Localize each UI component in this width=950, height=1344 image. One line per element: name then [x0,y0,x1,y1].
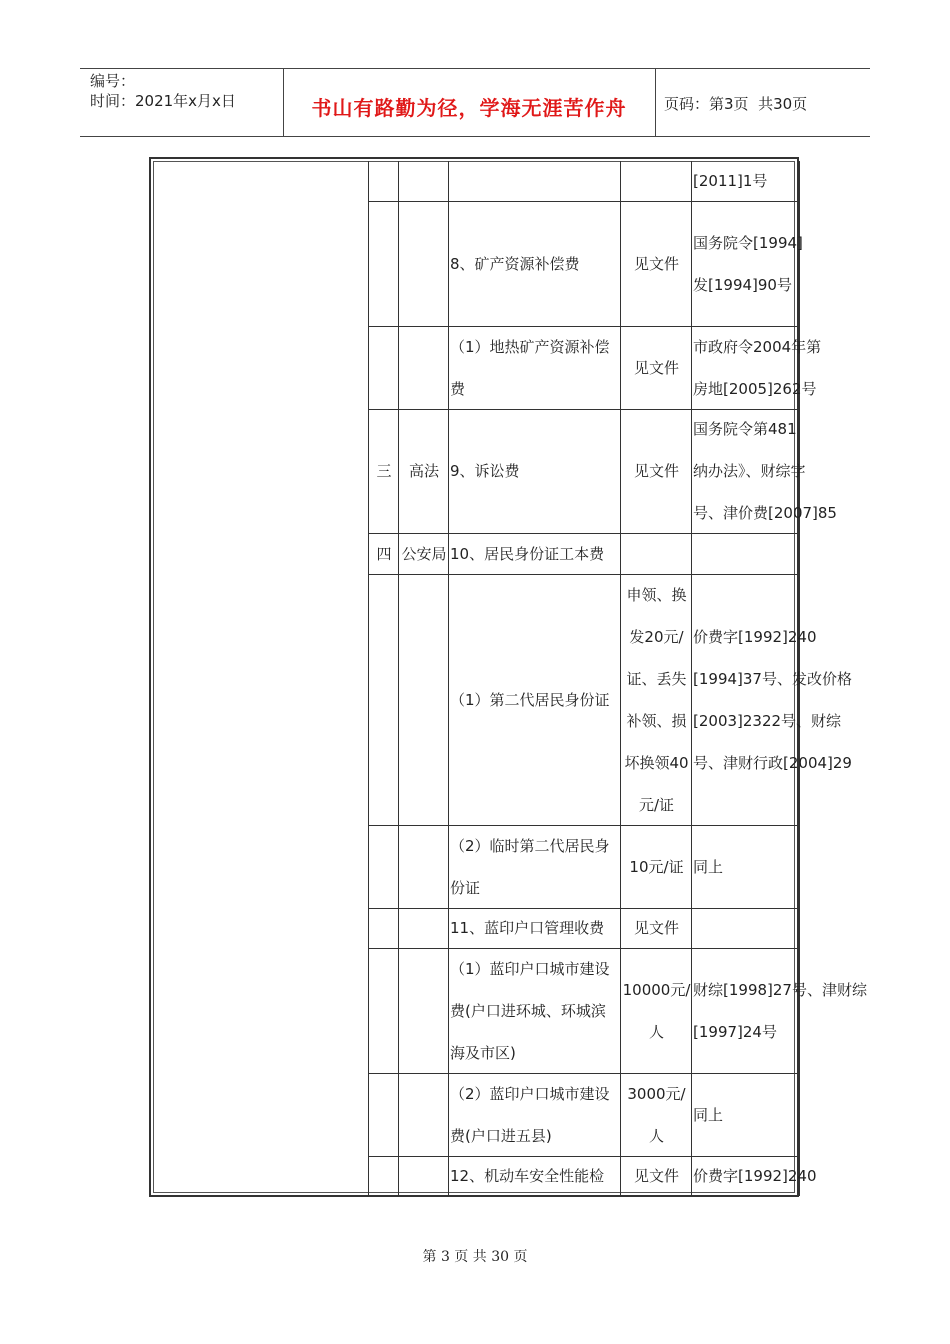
table-cell-seq [370,450,398,492]
table-cell-standard-line: 发20元/ [629,628,684,646]
table-cell-standard-line: 人 [648,1023,664,1041]
page-footer: 第 3 页 共 30 页 [422,1249,528,1265]
table-cell-standard [622,907,691,949]
table-cell-item-line: 费 [450,380,466,398]
table-cell-basis-line: 房地[2005]262号 [693,380,817,398]
table-cell-seq-line: 四 [376,545,392,563]
table-cell-basis [693,616,852,784]
table-cell-basis-line: 价费字[1992]240 [693,628,817,646]
header-bottom-border [80,136,870,137]
table-cell-basis-line: 发[1994]90号 [693,276,792,294]
table-cell-item-line: 10、居民身份证工本费 [450,545,605,563]
table-cell-standard-line: 证、丢失 [626,670,687,688]
table-cell-item-line: 8、矿产资源补偿费 [450,255,580,273]
table-cell-basis-line: 同上 [693,858,724,876]
table-cell-standard [622,1155,691,1197]
table-cell-basis-line: [2011]1号 [693,172,768,190]
table-cell-standard-line: 见文件 [633,255,679,273]
table-cell-standard-line: 3000元/ [627,1085,686,1103]
table-cell-basis [693,969,867,1053]
table-cell-standard [622,1073,691,1157]
table-cell-basis [693,160,767,202]
table-cell-item [450,907,620,949]
table-cell-item [450,533,620,575]
table-cell-item-line: 11、蓝印户口管理收费 [450,919,605,937]
table-cell-standard [622,969,691,1053]
table-cell-standard-line: 见文件 [633,919,679,937]
table-cell-item-line: 9、诉讼费 [450,462,520,480]
table-cell-basis-line: 价费字[1992]240 [693,1167,817,1185]
table-cell-standard-line: 补领、损 [626,712,687,730]
table-cell-basis [693,408,837,534]
table-cell-standard-line: 见文件 [633,359,679,377]
table-cell-item-line: （1）蓝印户口城市建设 [450,960,610,978]
table-cell-standard-line: 见文件 [633,1167,679,1185]
table-cell-item-line: （2）临时第二代居民身 [450,837,610,855]
table-cell-item-line: 海及市区) [450,1044,516,1062]
table-cell-standard [622,846,691,888]
table-cell-standard [622,574,691,826]
table-cell-standard-line: 10元/证 [629,858,684,876]
table-cell-item [450,1073,620,1157]
table-cell-basis [693,326,821,410]
table-cell-basis [693,846,723,888]
table-cell-standard-line: 10000元/ [622,981,691,999]
table-cell-basis [693,1094,723,1136]
table-cell-item [450,679,620,721]
table-cell-item-line: （1）第二代居民身份证 [450,691,610,709]
table-column-line [691,161,692,1196]
table-cell-basis-line: 国务院令[1994] [693,234,803,252]
table-cell-standard-line: 申领、换 [626,586,687,604]
table-cell-dept [400,450,448,492]
table-cell-item [450,450,620,492]
table-cell-basis-line: 财综[1998]27号、津财综 [693,981,867,999]
table-cell-dept-line: 高法 [408,462,439,480]
table-cell-basis-line: [1997]24号 [693,1023,777,1041]
table-column-line [620,161,621,1196]
table-cell-item [450,243,620,285]
table-cell-item [450,825,620,909]
table-cell-item-line: （2）蓝印户口城市建设 [450,1085,610,1103]
table-cell-seq [370,533,398,575]
table-cell-basis-line: 国务院令第481 [693,420,797,438]
table-cell-basis [693,222,803,306]
table-cell-basis-line: 同上 [693,1106,724,1124]
table-cell-standard-line: 见文件 [633,462,679,480]
table-cell-item [450,326,620,410]
table-cell-standard-line: 元/证 [638,796,675,814]
table-cell-basis-line: [2003]2322号、财综 [693,712,842,730]
table-cell-standard [622,450,691,492]
table-cell-basis-line: 市政府令2004年第 [693,338,822,356]
table-cell-standard-line: 人 [648,1127,664,1145]
table-cell-basis-line: 号、津价费[2007]85 [693,504,837,522]
table-cell-item-line: （1）地热矿产资源补偿 [450,338,610,356]
header-top-border [80,68,870,69]
table-cell-dept-line: 公安局 [401,545,447,563]
table-cell-item [450,1155,620,1197]
table-cell-seq-line: 三 [376,462,392,480]
document-number-label: 编号： [90,72,136,90]
table-column-line [398,161,399,1196]
table-cell-basis-line: 纳办法》、财综字 [693,462,806,480]
table-cell-item-line: 份证 [450,879,481,897]
table-cell-basis-line: 号、津财行政[2004]29 [693,754,852,772]
table-cell-basis [693,1155,817,1197]
table-cell-basis-line: [1994]37号、发改价格 [693,670,852,688]
table-column-line [448,161,449,1196]
header-divider-2 [655,68,656,136]
document-time-label: 时间：2021年x月x日 [90,92,236,110]
table-cell-item-line: 费(户口进环城、环城滨 [450,1002,606,1020]
header-motto: 书山有路勤为径，学海无涯苦作舟 [311,96,627,120]
table-cell-item-line: 12、机动车安全性能检 [450,1167,605,1185]
header-page-indicator: 页码：第3页 共30页 [664,95,808,113]
table-cell-standard [622,243,691,285]
table-cell-dept [400,533,448,575]
table-cell-standard-line: 坏换领40 [624,754,689,772]
table-cell-item [450,948,620,1074]
table-cell-standard [622,347,691,389]
table-column-line [368,161,369,1196]
table-cell-item-line: 费(户口进五县) [450,1127,552,1145]
